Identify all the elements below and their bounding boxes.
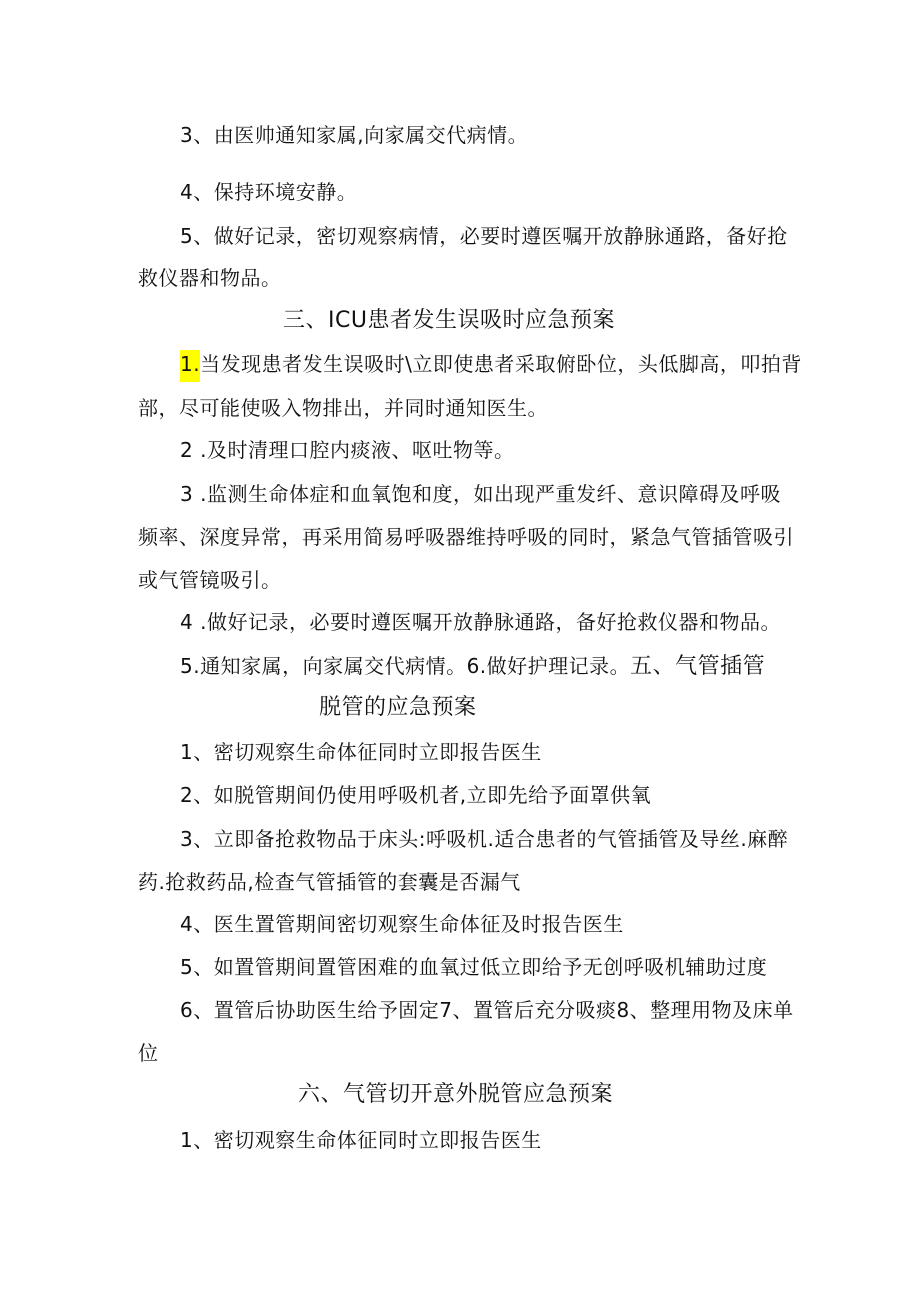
sec5-item6-line1: 6、置管后协助医生给予固定7、置管后充分吸痰8、整理用物及床单 — [180, 998, 794, 1022]
sec3-item4: 4 .做好记录，必要时遵医嘱开放静脉通路，备好抢救仪器和物品。 — [180, 610, 781, 634]
sec2-item3: 3、由医帅通知家属,向家属交代病情。 — [180, 123, 529, 147]
sec3-item1-text: 当发现患者发生误吸时\立即使患者采取俯卧位，头低脚高，叩拍背 — [200, 352, 802, 376]
sec5-heading-part1: 五、气管插管 — [630, 654, 766, 679]
sec3-item1-line2: 部，尽可能使吸入物排出，并同时通知医生。 — [138, 396, 548, 420]
sec5-item5: 5、如置管期间置管困难的血氧过低立即给予无创呼吸机辅助过度 — [180, 955, 768, 979]
sec2-item4: 4、保持环境安静。 — [180, 180, 358, 204]
sec5-item3-line2: 药.抢救药品,检查气管插管的套囊是否漏气 — [138, 870, 521, 894]
sec5-item4: 4、医生置管期间密切观察生命体征及时报告医生 — [180, 912, 624, 936]
sec5-heading-part2: 脱管的应急预案 — [319, 695, 477, 720]
sec6-heading: 六、气管切开意外脱管应急预案 — [298, 1082, 614, 1107]
sec6-item1: 1、密切观察生命体征同时立即报告医生 — [180, 1128, 542, 1152]
sec2-item5-line1: 5、做好记录，密切观察病情，必要时遵医嘱开放静脉通路，备好抢 — [180, 224, 788, 248]
sec3-item1-line1 — [180, 351, 802, 377]
sec3-heading: 三、ICU患者发生误吸时应急预案 — [283, 308, 615, 333]
sec5-item2: 2、如脱管期间仍使用呼吸机者,立即先给予面罩供氧 — [180, 783, 652, 807]
sec5-item1: 1、密切观察生命体征同时立即报告医生 — [180, 740, 542, 764]
sec5-item6-line2: 位 — [138, 1041, 159, 1065]
sec3-item5-6-text: 5.通知家属，向家属交代病情。6.做好护理记录。 — [180, 654, 631, 678]
sec5-item3-line1: 3、立即备抢救物品于床头:呼吸机.适合患者的气管插管及导丝.麻醉 — [180, 827, 789, 851]
sec3-item3-line3: 或气管镜吸引。 — [138, 568, 282, 592]
sec3-item2: 2 .及时清理口腔内痰液、呕吐物等。 — [180, 438, 515, 462]
highlighted-number: 1. — [180, 350, 200, 382]
sec3-item3-line2: 频率、深度异常，再采用简易呼吸器维持呼吸的同时，紧急气管插管吸引 — [138, 525, 794, 549]
sec2-item5-line2: 救仪器和物品。 — [138, 266, 282, 290]
sec3-item3-line1: 3 .监测生命体症和血氧饱和度，如出现严重发纤、意识障碍及呼吸 — [180, 482, 781, 506]
sec3-item5-6 — [180, 653, 765, 680]
